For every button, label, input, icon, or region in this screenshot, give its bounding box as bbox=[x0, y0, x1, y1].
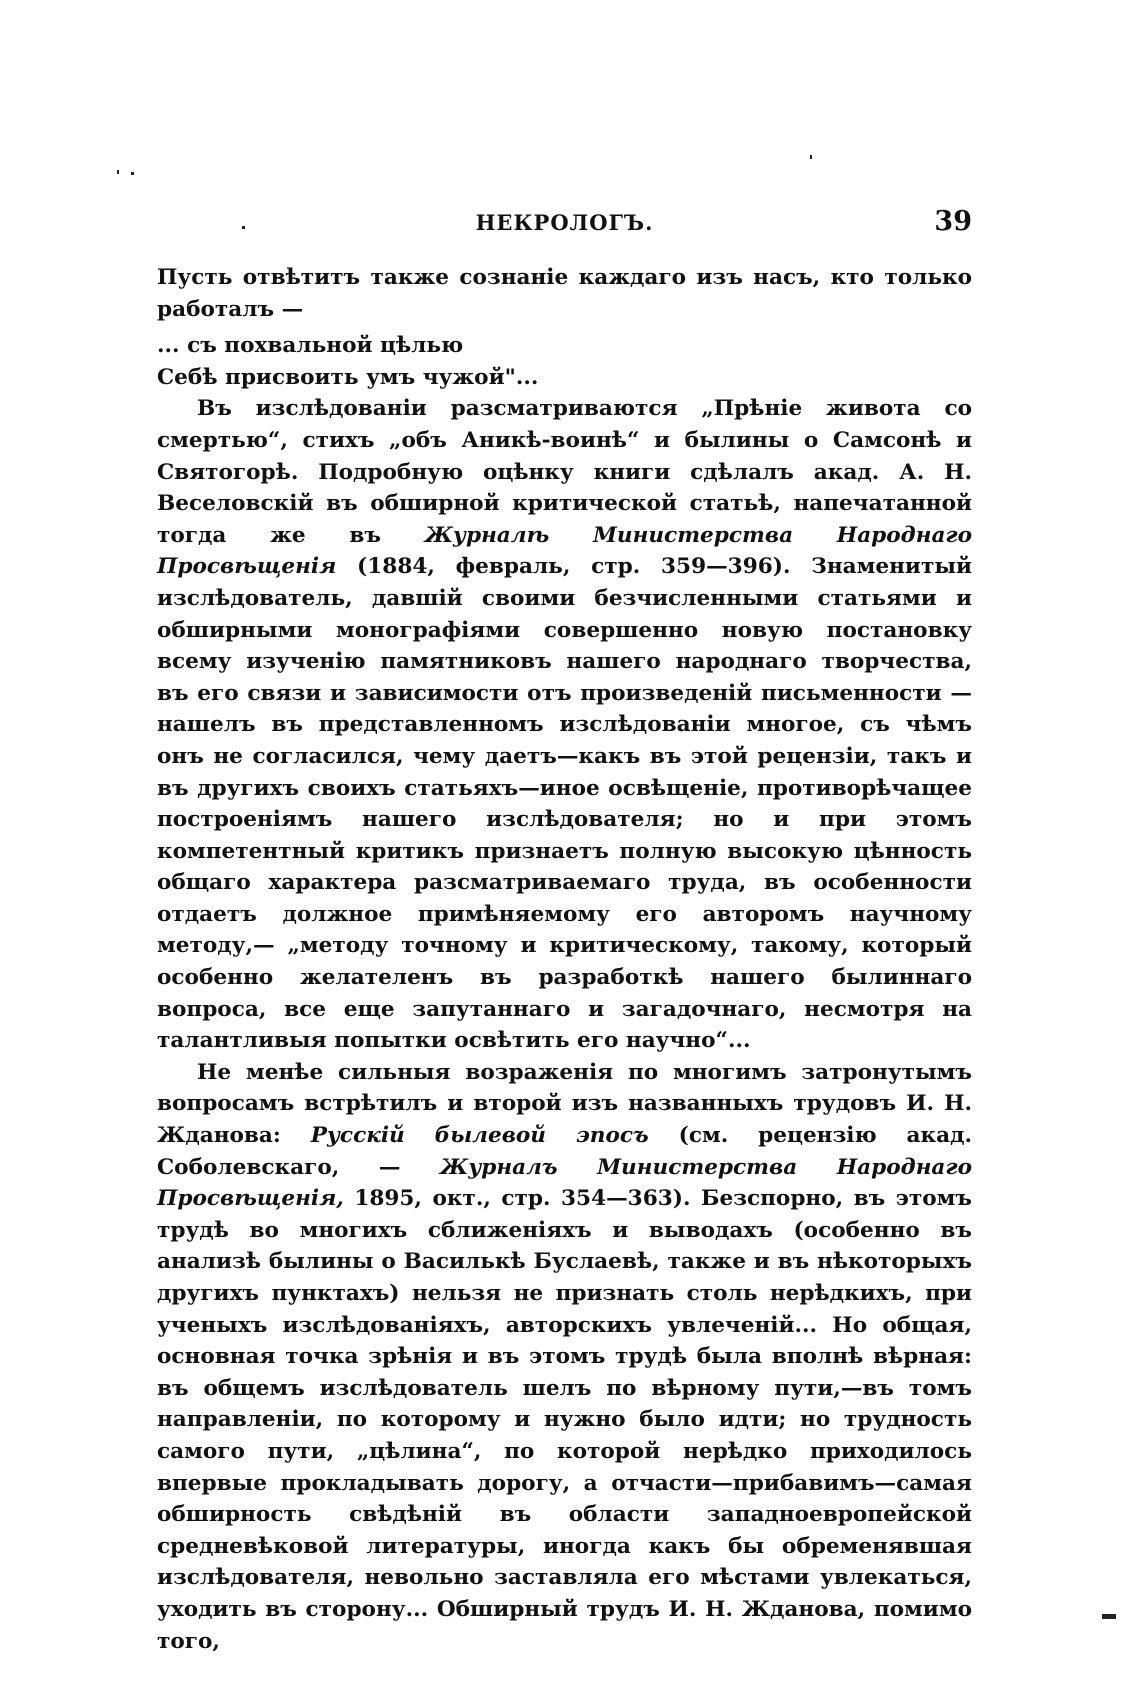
paragraph-1-text: Пусть отвѣтитъ также сознаніе каждаго изъ насъ, кто только работалъ — bbox=[157, 265, 972, 322]
scan-speck bbox=[117, 170, 119, 174]
page-body bbox=[157, 262, 972, 1657]
book-title: Русскій былевой эпосъ bbox=[310, 1123, 649, 1149]
paragraph-3-part-2: (см. рецензію акад. Соболевскаго, — bbox=[157, 1123, 972, 1180]
running-title: НЕКРОЛОГЪ. bbox=[475, 210, 654, 235]
scan-speck bbox=[131, 172, 134, 175]
paragraph-3-part-1: Не менѣе сильныя возраженія по многимъ затронутымъ вопросамъ встрѣтилъ и второй изъ названныхъ трудовъ И. Н. Жданова: bbox=[157, 1059, 972, 1149]
paragraph-1 bbox=[157, 262, 972, 325]
page-header bbox=[157, 206, 972, 244]
quote-line-1: ... съ похвальной цѣлью bbox=[157, 333, 464, 359]
paragraph-2 bbox=[157, 393, 972, 1056]
journal-title-2: Журналъ Министерства Народнаго Просвѣщенія, bbox=[157, 1154, 972, 1212]
paragraph-3-part-3: 1895, окт., стр. 354—363). Безспорно, въ этомъ трудѣ во многихъ сближеніяхъ и выводахъ (особенно въ анализѣ былины о Василькѣ Буслаевѣ, также и въ нѣкоторыхъ другихъ пунктахъ) нельзя не признать столь нерѣдкихъ, при ученыхъ изслѣдованіяхъ, авторскихъ увлеченій... Но общая, основная точка зрѣнія и въ этомъ трудѣ была вполнѣ вѣрная: въ общемъ изслѣдователь шелъ по вѣрному пути,—въ томъ направленіи, по которому и нужно было идти; но трудность самого пути, „цѣлина“, по которой нерѣдко приходилось впервые прокладывать дорогу, а отчасти—прибавимъ—самая обширность свѣдѣній въ области западноевропейской средневѣковой литературы, иногда какъ бы обременявшая изслѣдователя, невольно заставляла его мѣстами увлекаться, уходить въ сторону... Обширный трудъ И. Н. Жданова, помимо того, bbox=[157, 1186, 972, 1654]
paragraph-2-part-2: (1884, февраль, стр. 359—396). Знаменитый изслѣдователь, давшій своими безчисленными статьями и обширными монографіями совершенно новую постановку всему изученію памятниковъ нашего народнаго творчества, въ его связи и зависимости отъ произведеній письменности — нашелъ въ представленномъ изслѣдованіи многое, съ чѣмъ онъ не согласился, чему даетъ—какъ въ этой рецензіи, такъ и въ другихъ своихъ статьяхъ—иное освѣщеніе, противорѣчащее построеніямъ нашего изслѣдователя; но и при этомъ компетентный критикъ признаетъ полную высокую цѣнность общаго характера разсматриваемаго труда, въ особенности отдаетъ должное примѣняемому его авторомъ научному методу,— „методу точному и критическому, такому, который особенно желателенъ въ разработкѣ нашего былиннаго вопроса, все еще запутаннаго и загадочнаго, несмотря на талантливыя попытки освѣтить его научно“... bbox=[157, 554, 972, 1054]
paragraph-3 bbox=[157, 1057, 972, 1657]
page-number: 39 bbox=[934, 206, 972, 237]
scan-speck bbox=[810, 155, 812, 159]
scan-edge-mark bbox=[1102, 1614, 1116, 1619]
quote-line-2: Себѣ присвоить умъ чужой"... bbox=[157, 364, 539, 390]
journal-title-1: Журналѣ Министерства Народнаго Просвѣщенія bbox=[157, 522, 972, 580]
paragraph-2-part-1: Въ изслѣдованіи разсматриваются „Прѣніе живота со смертью“, стихъ „объ Аникѣ-воинѣ“ и былины о Самсонѣ и Святогорѣ. Подробную оцѣнку книги сдѣлалъ акад. А. Н. Веселовскій въ обширной критической статьѣ, напечатанной тогда же въ bbox=[157, 396, 972, 548]
